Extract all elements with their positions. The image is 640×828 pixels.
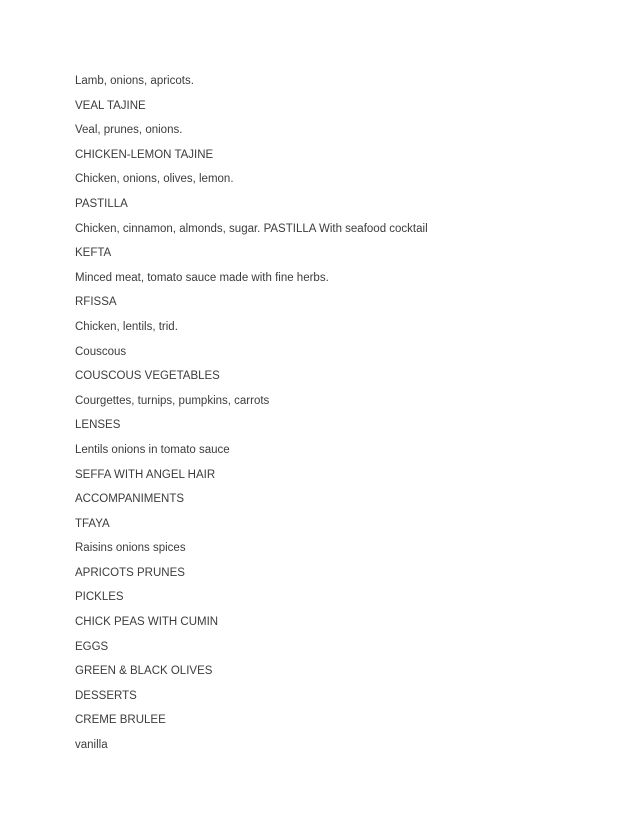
menu-text-line: Chicken, lentils, trid. (75, 320, 178, 333)
menu-text-line: CREME BRULEE (75, 714, 166, 727)
menu-text-line: RFISSA (75, 296, 117, 309)
menu-text-line: Chicken, onions, olives, lemon. (75, 173, 234, 186)
menu-text-line: Veal, prunes, onions. (75, 124, 183, 137)
menu-text-line: Lamb, onions, apricots. (75, 75, 194, 87)
menu-document (75, 73, 615, 762)
menu-text-line: TFAYA (75, 517, 110, 530)
menu-text-line: Minced meat, tomato sauce made with fine herbs. (75, 271, 329, 284)
menu-text-line: COUSCOUS VEGETABLES (75, 370, 220, 383)
menu-text-line: CHICK PEAS WITH CUMIN (75, 616, 219, 629)
menu-text-line: CHICKEN-LEMON TAJINE (75, 148, 214, 161)
menu-text-line: vanilla (75, 739, 108, 752)
menu-text-line: Lentils onions in tomato sauce (75, 443, 230, 456)
menu-text-line: SEFFA WITH ANGEL HAIR (75, 468, 216, 481)
menu-text-line: ACCOMPANIMENTS (75, 493, 185, 506)
menu-text-line: VEAL TAJINE (75, 99, 146, 112)
menu-text-line: EGGS (75, 640, 109, 653)
menu-text-line: DESSERTS (75, 689, 137, 702)
menu-text-line: PICKLES (75, 591, 124, 604)
menu-text-line: Chicken, cinnamon, almonds, sugar. PASTILLA With seafood cocktail (75, 222, 428, 235)
menu-text-line: Raisins onions spices (75, 542, 186, 555)
menu-text-line: APRICOTS PRUNES (75, 566, 185, 579)
menu-text-line: LENSES (75, 419, 121, 432)
menu-text-line: Couscous (75, 345, 127, 358)
menu-text-line: GREEN & BLACK OLIVES (75, 665, 213, 678)
menu-text-line: KEFTA (75, 247, 112, 260)
menu-text-line: Courgettes, turnips, pumpkins, carrots (75, 394, 270, 407)
menu-text-line: PASTILLA (75, 197, 128, 210)
